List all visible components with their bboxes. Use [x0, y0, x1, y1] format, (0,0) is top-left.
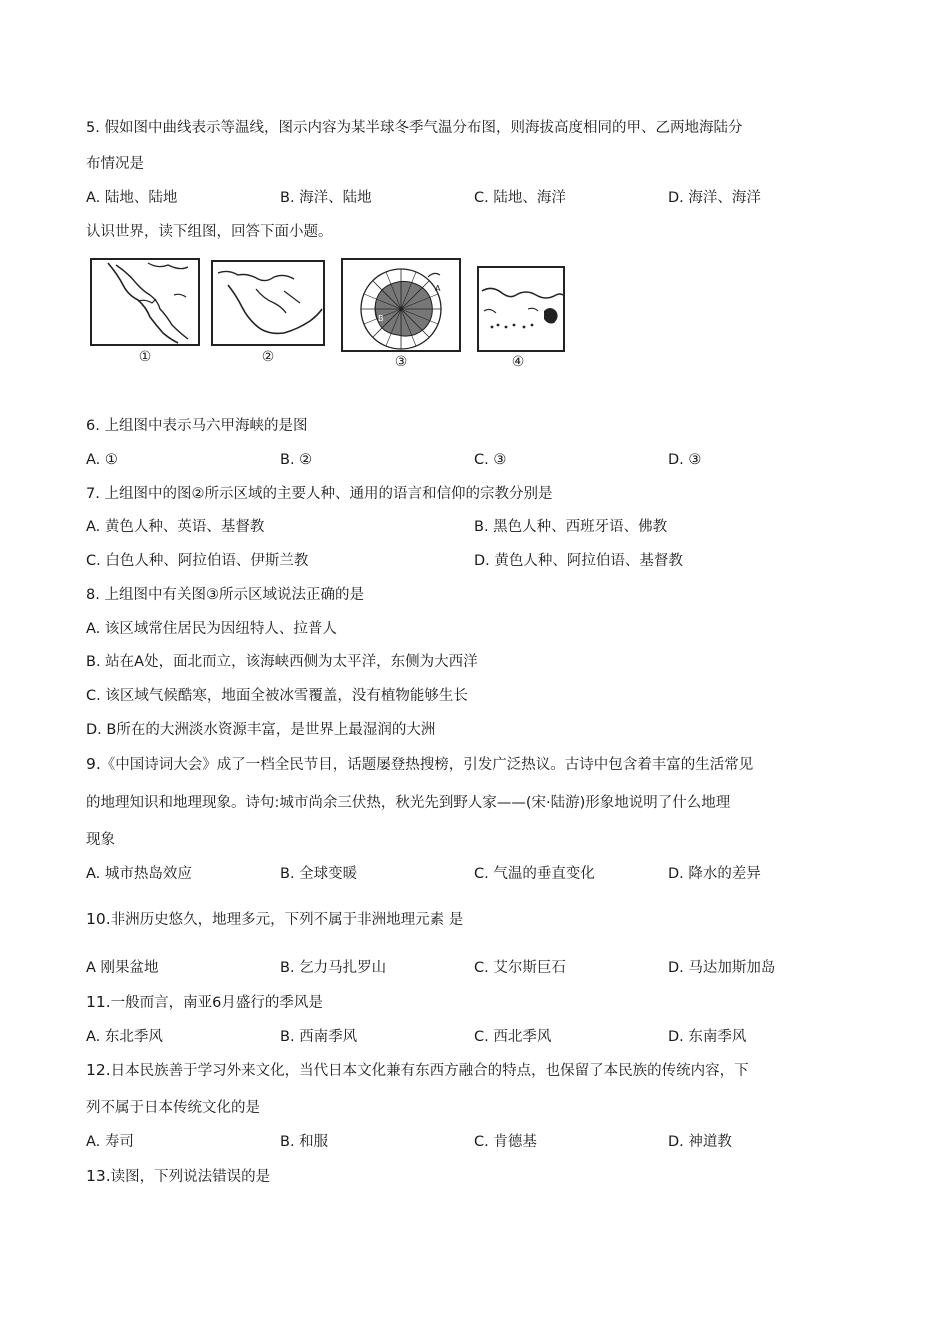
q12-stem-text-1: 日本民族善于学习外来文化，当代日本文化兼有东西方融合的特点，也保留了本民族的传统内容，下	[110, 1063, 749, 1079]
q10-stem-text: 非洲历史悠久，地理多元，下列不属于非洲地理元素 是	[110, 912, 464, 928]
q9-stem-text-1: 《中国诗词大会》成了一档全民节目，话题屡登热搜榜，引发广泛热议。古诗中包含着丰富的生活常见	[100, 757, 754, 773]
q7-option-c: C. 白色人种、阿拉伯语、伊斯兰教	[86, 553, 309, 569]
q12-stem-line2: 列不属于日本传统文化的是	[86, 1100, 260, 1116]
q8-option-a: A. 该区域常住居民为因纽特人、拉普人	[86, 621, 337, 637]
map-3	[342, 259, 460, 351]
map-point-a: A	[435, 284, 441, 293]
q7-option-a: A. 黄色人种、英语、基督教	[86, 519, 265, 535]
map-1	[91, 259, 199, 345]
q13-stem-text: 读图，下列说法错误的是	[110, 1169, 271, 1185]
q7-stem: 7. 上组图中的图②所示区域的主要人种、通用的语言和信仰的宗教分别是	[86, 486, 553, 502]
map-group-figure	[88, 255, 568, 385]
q10-option-b: B. 乞力马扎罗山	[280, 960, 387, 976]
q6-option-b: B. ②	[280, 452, 313, 468]
map-label-3: ③	[394, 354, 408, 370]
q5-option-c: C. 陆地、海洋	[474, 190, 566, 206]
q12-option-b: B. 和服	[280, 1134, 329, 1150]
q8-stem: 8. 上组图中有关图③所示区域说法正确的是	[86, 587, 364, 603]
map-label-1: ①	[138, 349, 152, 365]
q8-option-d: D. B所在的大洲淡水资源丰富，是世界上最湿润的大洲	[86, 722, 436, 738]
q11-option-d: D. 东南季风	[668, 1029, 747, 1045]
map-point-b: B	[378, 314, 384, 323]
q11-option-c: C. 西北季风	[474, 1029, 552, 1045]
q9-option-c: C. 气温的垂直变化	[474, 866, 595, 882]
q10-option-a: A 刚果盆地	[86, 960, 159, 976]
q11-stem-line	[86, 992, 323, 1013]
q7-option-d: D. 黄色人种、阿拉伯语、基督教	[474, 553, 683, 569]
group-intro: 认识世界，读下组图，回答下面小题。	[86, 224, 333, 240]
q5-option-b: B. 海洋、陆地	[280, 190, 372, 206]
q9-option-d: D. 降水的差异	[668, 866, 761, 882]
q11-stem-text: 一般而言，南亚6月盛行的季风是	[110, 995, 323, 1011]
q10-number: 10.	[86, 910, 111, 928]
q12-option-d: D. 神道教	[668, 1134, 732, 1150]
q12-stem-line1	[86, 1060, 749, 1081]
q6-option-c: C. ③	[474, 452, 507, 468]
q11-option-a: A. 东北季风	[86, 1029, 163, 1045]
q9-stem-line2: 的地理知识和地理现象。诗句:城市尚余三伏热，秋光先到野人家——(宋·陆游)形象地说明了什么地理	[86, 795, 731, 811]
q5-option-d: D. 海洋、海洋	[668, 190, 761, 206]
map-4	[478, 267, 564, 351]
q10-option-d: D. 马达加斯加岛	[668, 960, 776, 976]
q9-option-a: A. 城市热岛效应	[86, 866, 192, 882]
q9-stem-line3: 现象	[86, 832, 115, 848]
q5-stem-line1: 5. 假如图中曲线表示等温线，图示内容为某半球冬季气温分布图，则海拔高度相同的甲、乙两地海陆分	[86, 120, 743, 136]
q6-option-a: A. ①	[86, 452, 118, 468]
q9-number: 9.	[86, 755, 101, 773]
q7-option-b: B. 黑色人种、西班牙语、佛教	[474, 519, 668, 535]
q13-number: 13.	[86, 1167, 111, 1185]
map-2	[212, 261, 324, 345]
q11-number: 11.	[86, 993, 111, 1011]
q5-option-a: A. 陆地、陆地	[86, 190, 178, 206]
q6-stem: 6. 上组图中表示马六甲海峡的是图	[86, 418, 308, 434]
q10-stem-line	[86, 909, 463, 930]
q8-option-c: C. 该区域气候酷寒，地面全被冰雪覆盖，没有植物能够生长	[86, 688, 468, 704]
q6-option-d: D. ③	[668, 452, 702, 468]
map-label-2: ②	[261, 349, 275, 365]
map-label-4: ④	[511, 354, 525, 370]
q9-stem-line1	[86, 754, 753, 775]
q9-option-b: B. 全球变暖	[280, 866, 358, 882]
q5-stem-line2: 布情况是	[86, 156, 144, 172]
q11-option-b: B. 西南季风	[280, 1029, 358, 1045]
q12-number: 12.	[86, 1061, 111, 1079]
q12-option-a: A. 寿司	[86, 1134, 134, 1150]
q10-option-c: C. 艾尔斯巨石	[474, 960, 566, 976]
q13-stem-line	[86, 1166, 270, 1187]
q12-option-c: C. 肯德基	[474, 1134, 537, 1150]
q8-option-b: B. 站在A处，面北而立，该海峡西侧为太平洋，东侧为大西洋	[86, 654, 478, 670]
